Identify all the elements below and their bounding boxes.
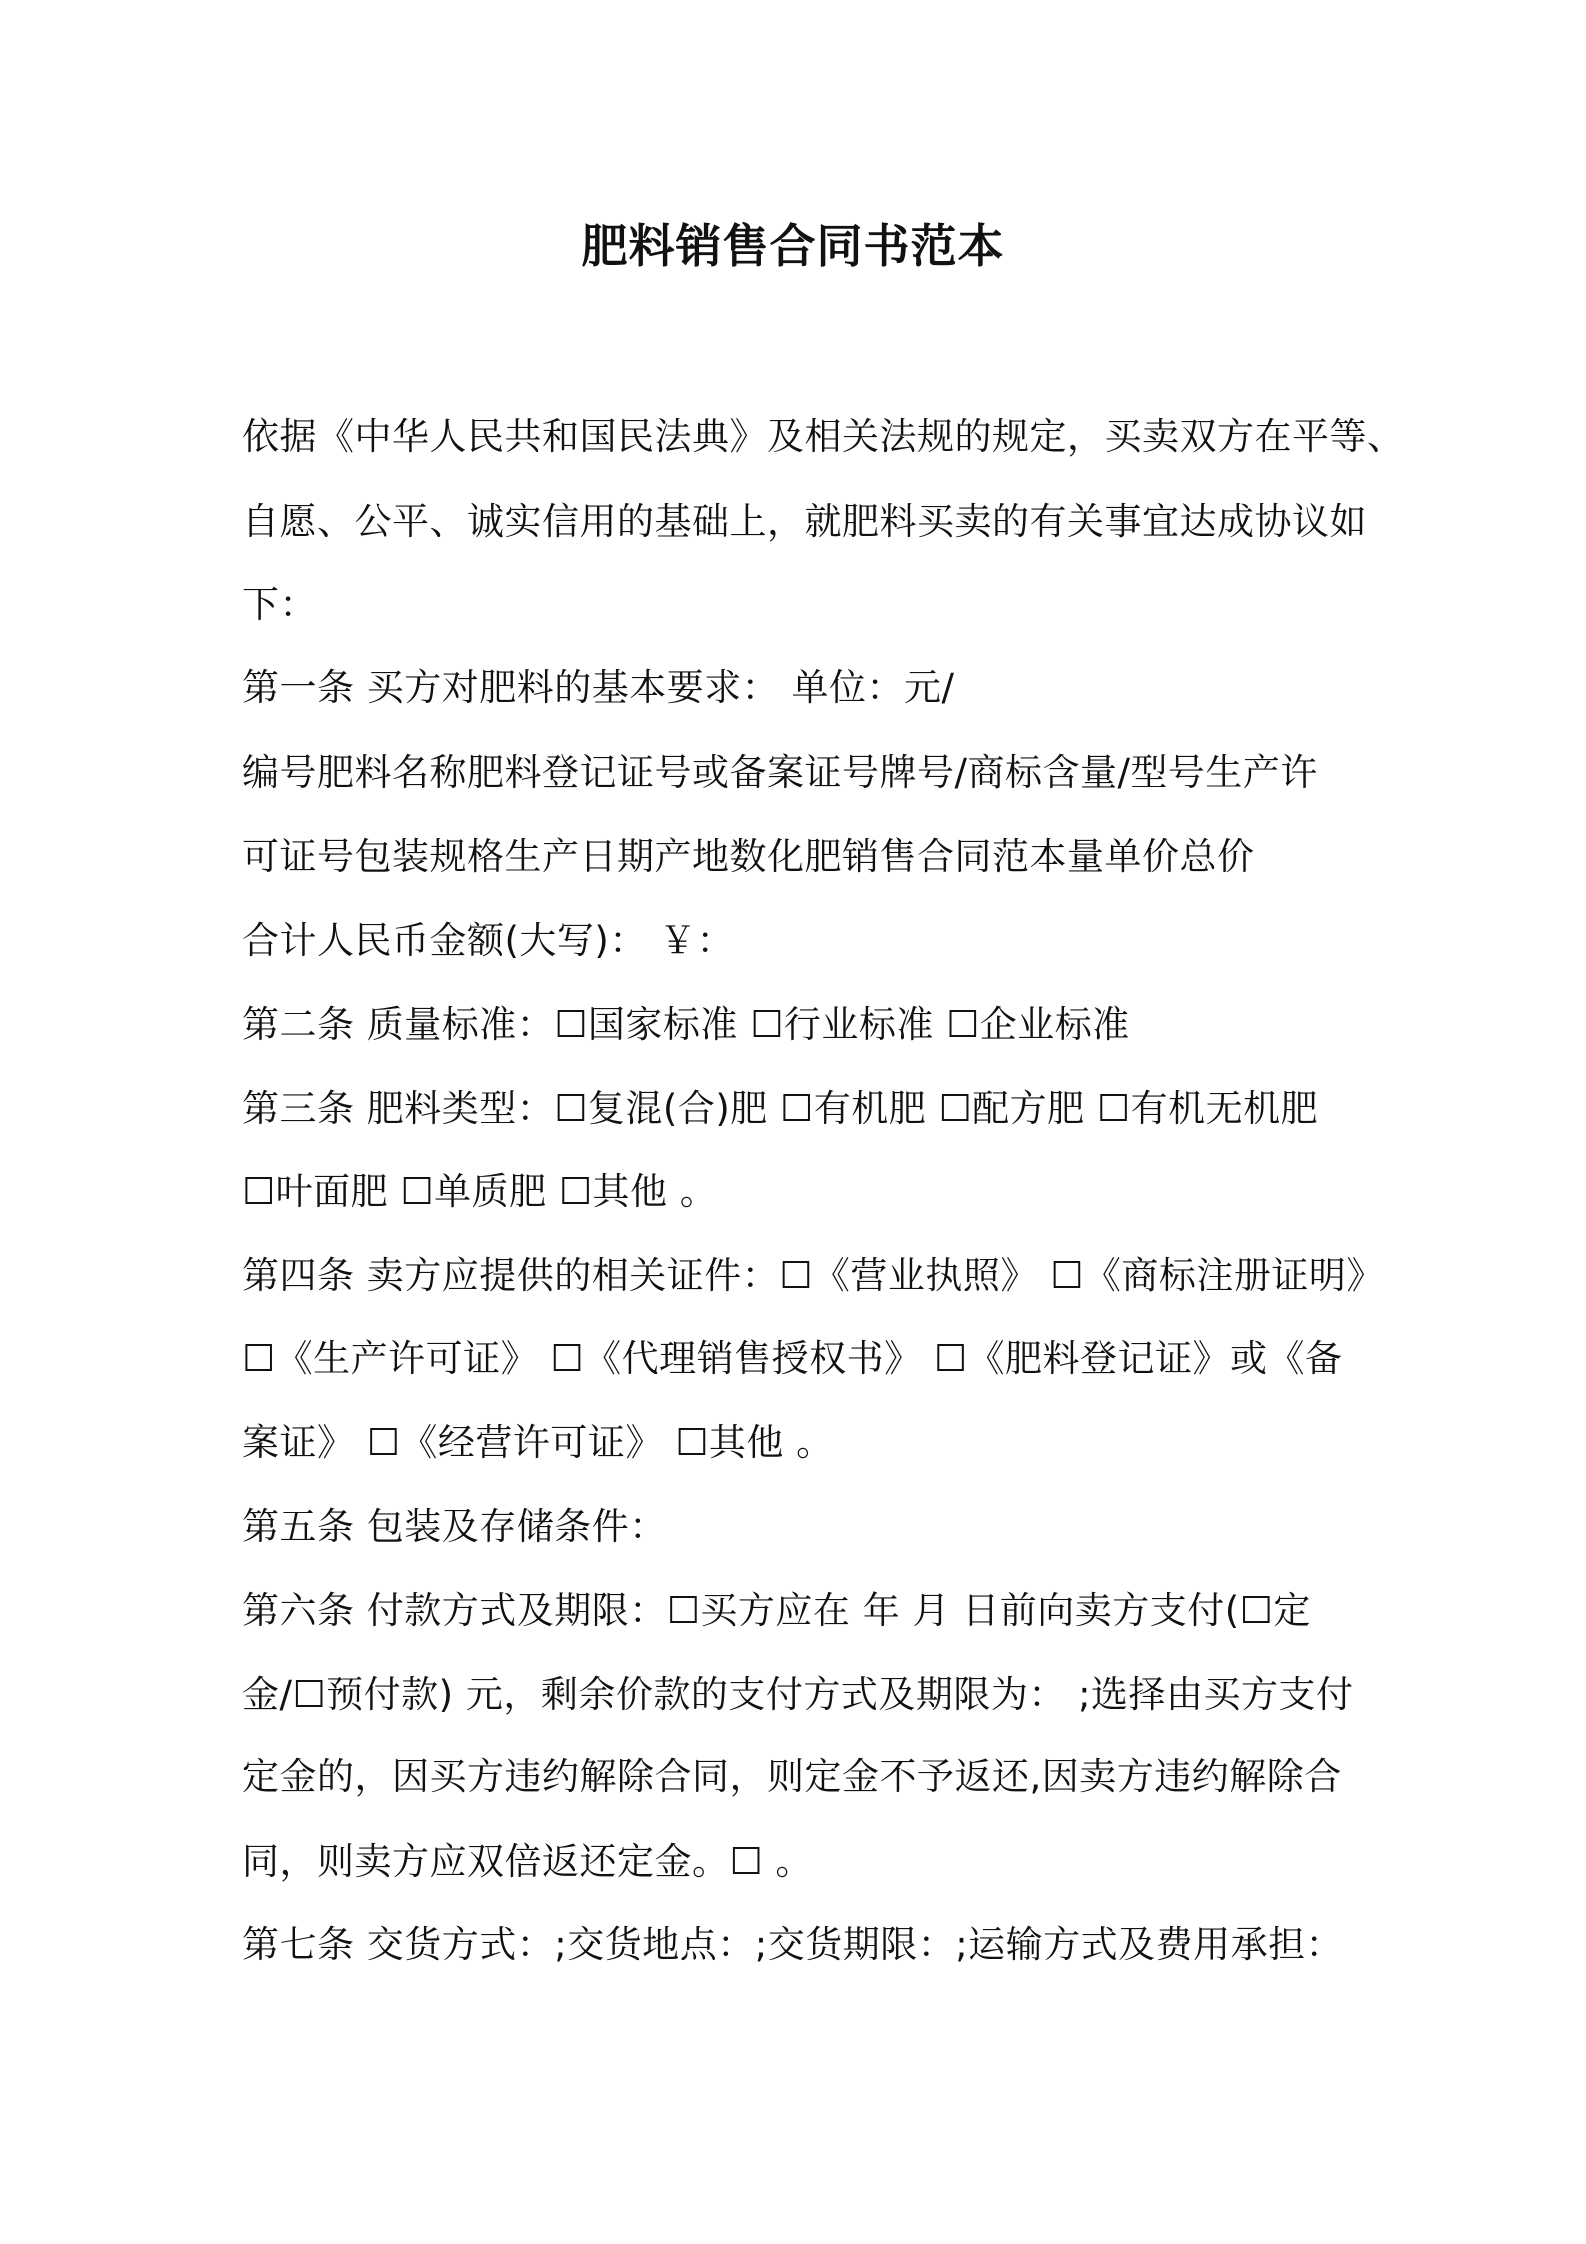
article-2-quality: 第二条 质量标准：☐国家标准 ☐行业标准 ☐企业标准 xyxy=(242,1003,1130,1046)
article-1-total: 合计人民币金额(大写)： ￥： xyxy=(242,919,735,962)
article-3-types: ☐叶面肥 ☐单质肥 ☐其他 。 xyxy=(242,1170,718,1213)
article-6-payment: 定金的，因买方违约解除合同，则定金不予返还,因卖方违约解除合 xyxy=(242,1755,1342,1798)
article-1-columns: 编号肥料名称肥料登记证号或备案证号牌号/商标含量/型号生产许 xyxy=(242,751,1318,794)
paragraph-line: 自愿、公平、诚实信用的基础上，就肥料买卖的有关事宜达成协议如 xyxy=(242,500,1367,543)
article-6-payment: 第六条 付款方式及期限：☐买方应在 年 月 日前向卖方支付(☐定 xyxy=(242,1589,1311,1632)
document-title: 肥料销售合同书范本 xyxy=(581,219,1005,273)
article-5-packaging: 第五条 包装及存储条件： xyxy=(242,1505,667,1548)
article-6-payment: 金/☐预付款) 元，剩余价款的支付方式及期限为： ;选择由买方支付 xyxy=(242,1673,1354,1716)
article-7-delivery: 第七条 交货方式：;交货地点：;交货期限：;运输方式及费用承担： xyxy=(242,1923,1344,1966)
article-4-certificates: 案证》 ☐《经营许可证》 ☐其他 。 xyxy=(242,1421,834,1464)
article-6-payment: 同，则卖方应双倍返还定金。☐ 。 xyxy=(242,1840,813,1883)
article-3-types: 第三条 肥料类型：☐复混(合)肥 ☐有机肥 ☐配方肥 ☐有机无机肥 xyxy=(242,1087,1319,1130)
paragraph-line: 下： xyxy=(242,583,317,626)
article-4-certificates: ☐《生产许可证》 ☐《代理销售授权书》 ☐《肥料登记证》或《备 xyxy=(242,1337,1343,1380)
paragraph-line: 依据《中华人民共和国民法典》及相关法规的规定，买卖双方在平等、 xyxy=(242,415,1405,458)
article-1-columns: 可证号包装规格生产日期产地数化肥销售合同范本量单价总价 xyxy=(242,835,1255,878)
article-4-certificates: 第四条 卖方应提供的相关证件：☐《营业执照》 ☐《商标注册证明》 xyxy=(242,1254,1384,1297)
article-1-heading: 第一条 买方对肥料的基本要求： 单位：元/ xyxy=(242,666,955,709)
